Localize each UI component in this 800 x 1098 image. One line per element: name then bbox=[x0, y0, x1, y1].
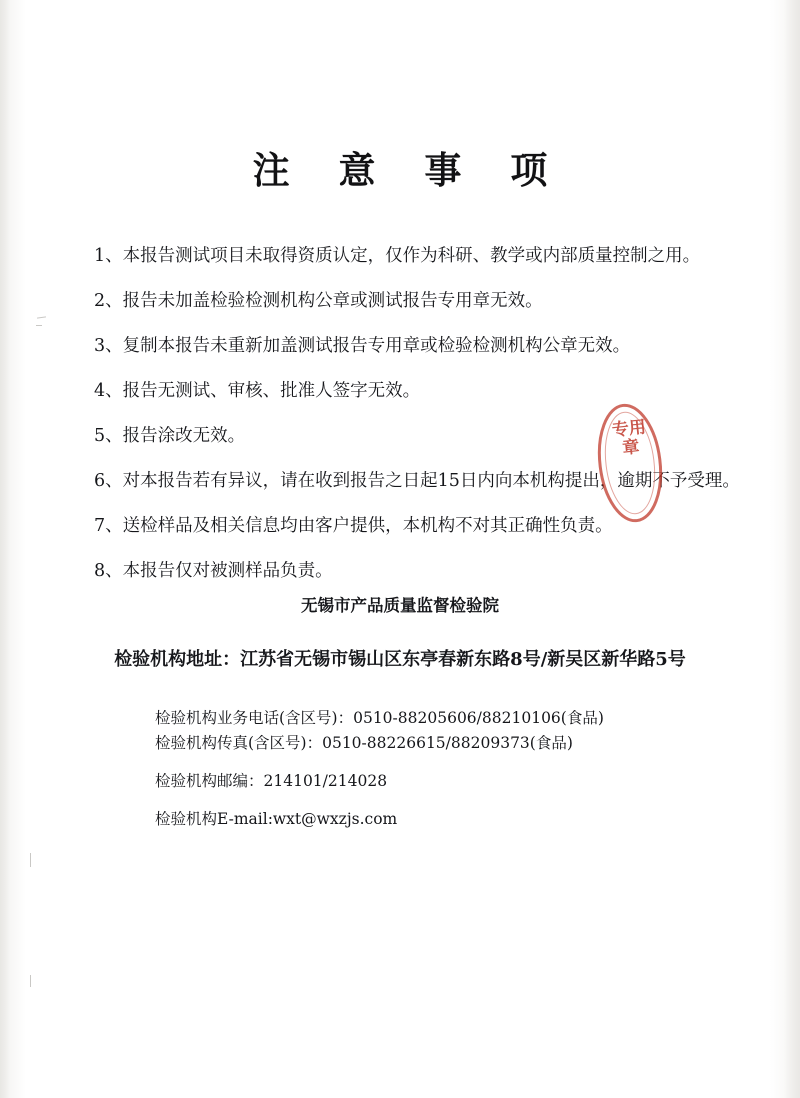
list-item: 2、报告未加盖检验检测机构公章或测试报告专用章无效。 bbox=[94, 291, 543, 311]
organization-name: 无锡市产品质量监督检验院 bbox=[301, 596, 499, 615]
list-item: 6、对本报告若有异议，请在收到报告之日起15日内向本机构提出，逾期不予受理。 bbox=[94, 471, 740, 491]
list-item: 8、本报告仅对被测样品负责。 bbox=[94, 561, 333, 581]
list-item: 4、报告无测试、审核、批准人签字无效。 bbox=[94, 381, 421, 401]
scan-artifact bbox=[36, 325, 42, 326]
list-item: 3、复制本报告未重新加盖测试报告专用章或检验检测机构公章无效。 bbox=[94, 336, 631, 356]
scan-artifact bbox=[30, 975, 31, 987]
list-item: 5、报告涂改无效。 bbox=[94, 426, 246, 446]
contact-block bbox=[155, 706, 755, 832]
contact-fax: 检验机构传真(含区号)：0510-88226615/88209373(食品) bbox=[155, 734, 573, 752]
contact-postcode: 检验机构邮编：214101/214028 bbox=[155, 772, 388, 790]
organization-address: 检验机构地址：江苏省无锡市锡山区东亭春新东路8号/新吴区新华路5号 bbox=[114, 649, 686, 670]
contact-phone: 检验机构业务电话(含区号)：0510-88205606/88210106(食品) bbox=[155, 709, 604, 727]
page-title: 注 意 事 项 bbox=[252, 148, 566, 192]
list-item: 7、送检样品及相关信息均由客户提供，本机构不对其正确性负责。 bbox=[94, 516, 613, 536]
scan-artifact bbox=[30, 853, 31, 867]
seal-label: 专用章 bbox=[611, 417, 647, 459]
list-item: 1、本报告测试项目未取得资质认定，仅作为科研、教学或内部质量控制之用。 bbox=[94, 246, 701, 266]
scan-artifact bbox=[37, 316, 46, 318]
contact-email: 检验机构E-mail:wxt@wxzjs.com bbox=[155, 810, 398, 828]
